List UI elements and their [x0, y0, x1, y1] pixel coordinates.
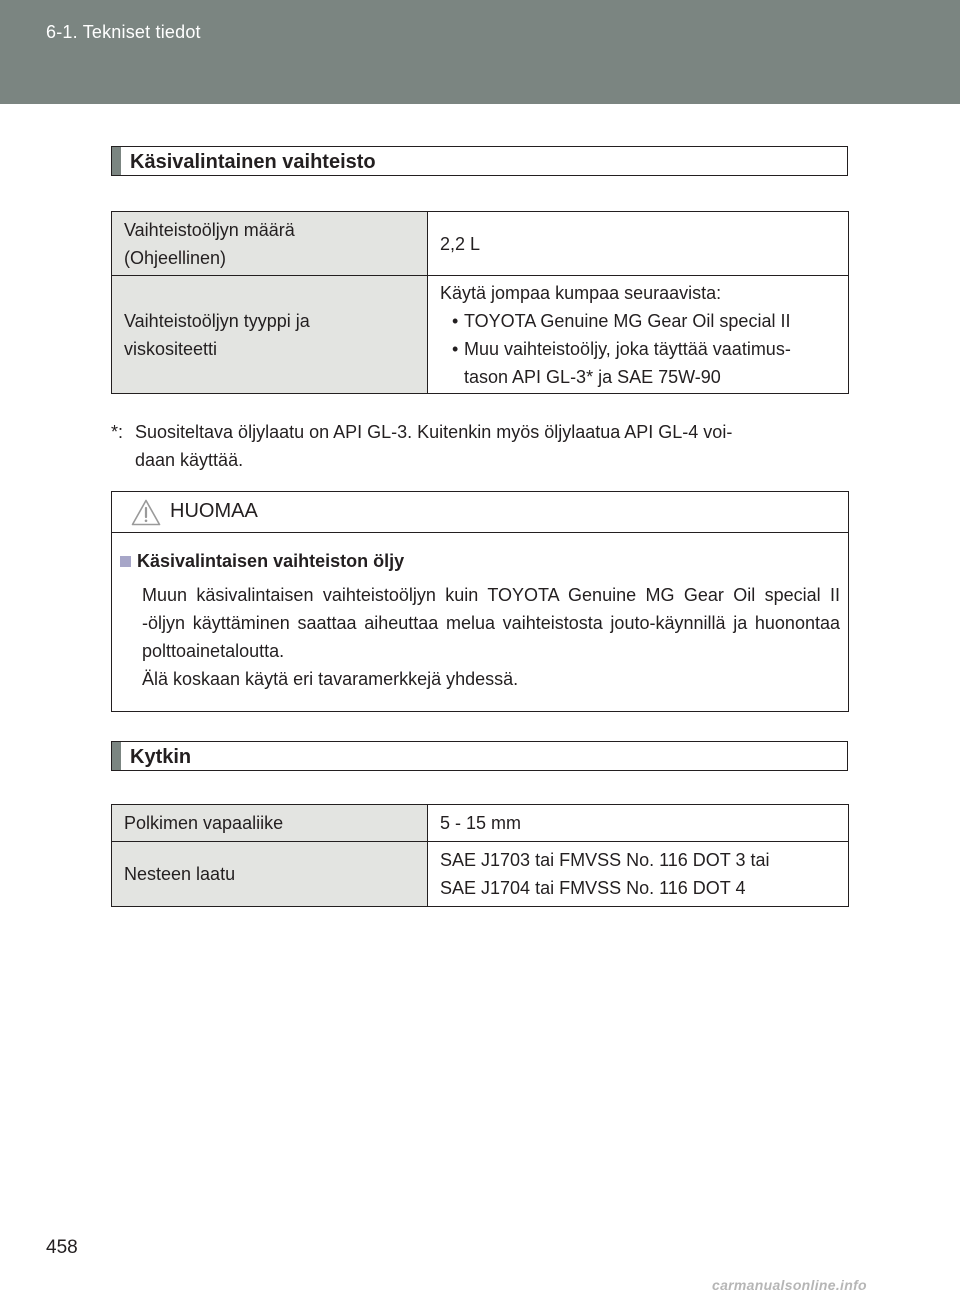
table-row [112, 842, 849, 907]
table-row [112, 212, 849, 276]
table-row [112, 276, 849, 394]
oil-quantity-label-line1: Vaihteistoöljyn määrä [124, 219, 295, 240]
header-band [0, 0, 960, 104]
list-item [440, 335, 836, 391]
manual-transmission-table [111, 211, 849, 394]
notice-box [111, 491, 849, 712]
oil-type-label [112, 276, 428, 394]
oil-quantity-label [112, 212, 428, 276]
fluid-type-value [428, 842, 849, 907]
fluid-type-value-line2: SAE J1704 tai FMVSS No. 116 DOT 4 [440, 878, 746, 898]
clutch-heading [111, 741, 848, 771]
table-row [112, 805, 849, 842]
footnote-text [135, 418, 849, 474]
oil-type-value [428, 276, 849, 394]
page-number: 458 [46, 1237, 78, 1258]
footnote [111, 418, 849, 474]
oil-type-label-line1: Vaihteistoöljyn tyyppi ja [124, 310, 310, 331]
oil-type-bullet2-line2: tason API GL-3* ja SAE 75W-90 [464, 366, 721, 387]
notice-header [112, 492, 848, 533]
footnote-line2: daan käyttää. [135, 450, 244, 470]
oil-type-bullet2-line1: Muu vaihteistoöljy, joka täyttää vaatimus- [464, 338, 791, 359]
oil-quantity-value: 2,2 L [428, 212, 849, 276]
fluid-type-label: Nesteen laatu [112, 842, 428, 907]
clutch-heading-text: Kytkin [130, 746, 192, 768]
footnote-mark: *: [111, 422, 124, 442]
footnote-line1: Suositeltava öljylaatu on API GL-3. Kuitenkin myös öljylaatua API GL-4 voi- [135, 422, 733, 442]
notice-paragraph: Muun käsivalintaisen vaihteistoöljyn kuin TOYOTA Genuine MG Gear Oil special II -öljyn käyttäminen saattaa aiheuttaa melua vaihteistosta jouto-käynnillä ja huonontaa polttoainetaloutta. [142, 585, 840, 661]
oil-quantity-label-line2: (Ohjeellinen) [124, 247, 227, 268]
oil-type-list [440, 307, 836, 391]
warning-triangle-icon [131, 499, 161, 526]
manual-transmission-heading [111, 146, 848, 176]
notice-subheading-text: Käsivalintaisen vaihteiston öljy [137, 551, 405, 571]
notice-body [112, 533, 848, 693]
pedal-freeplay-value: 5 - 15 mm [428, 805, 849, 842]
manual-transmission-heading-text: Käsivalintainen vaihteisto [130, 151, 376, 173]
notice-paragraph-2: Älä koskaan käytä eri tavaramerkkejä yhdessä. [142, 669, 519, 689]
notice-title: HUOMAA [170, 500, 258, 522]
fluid-type-value-line1: SAE J1703 tai FMVSS No. 116 DOT 3 tai [440, 850, 770, 870]
section-title: 6-1. Tekniset tiedot [46, 22, 201, 42]
heading-accent-bar [112, 147, 121, 175]
heading-accent-bar [112, 742, 121, 770]
oil-type-label-line2: viskositeetti [124, 338, 218, 359]
pedal-freeplay-label: Polkimen vapaaliike [112, 805, 428, 842]
oil-type-intro: Käytä jompaa kumpaa seuraavista: [440, 282, 722, 303]
watermark-link[interactable]: carmanualsonline.info [712, 1277, 867, 1293]
notice-subheading [120, 547, 840, 575]
clutch-table [111, 804, 849, 907]
square-bullet-icon [120, 556, 131, 567]
list-item: • TOYOTA Genuine MG Gear Oil special II [440, 307, 836, 335]
